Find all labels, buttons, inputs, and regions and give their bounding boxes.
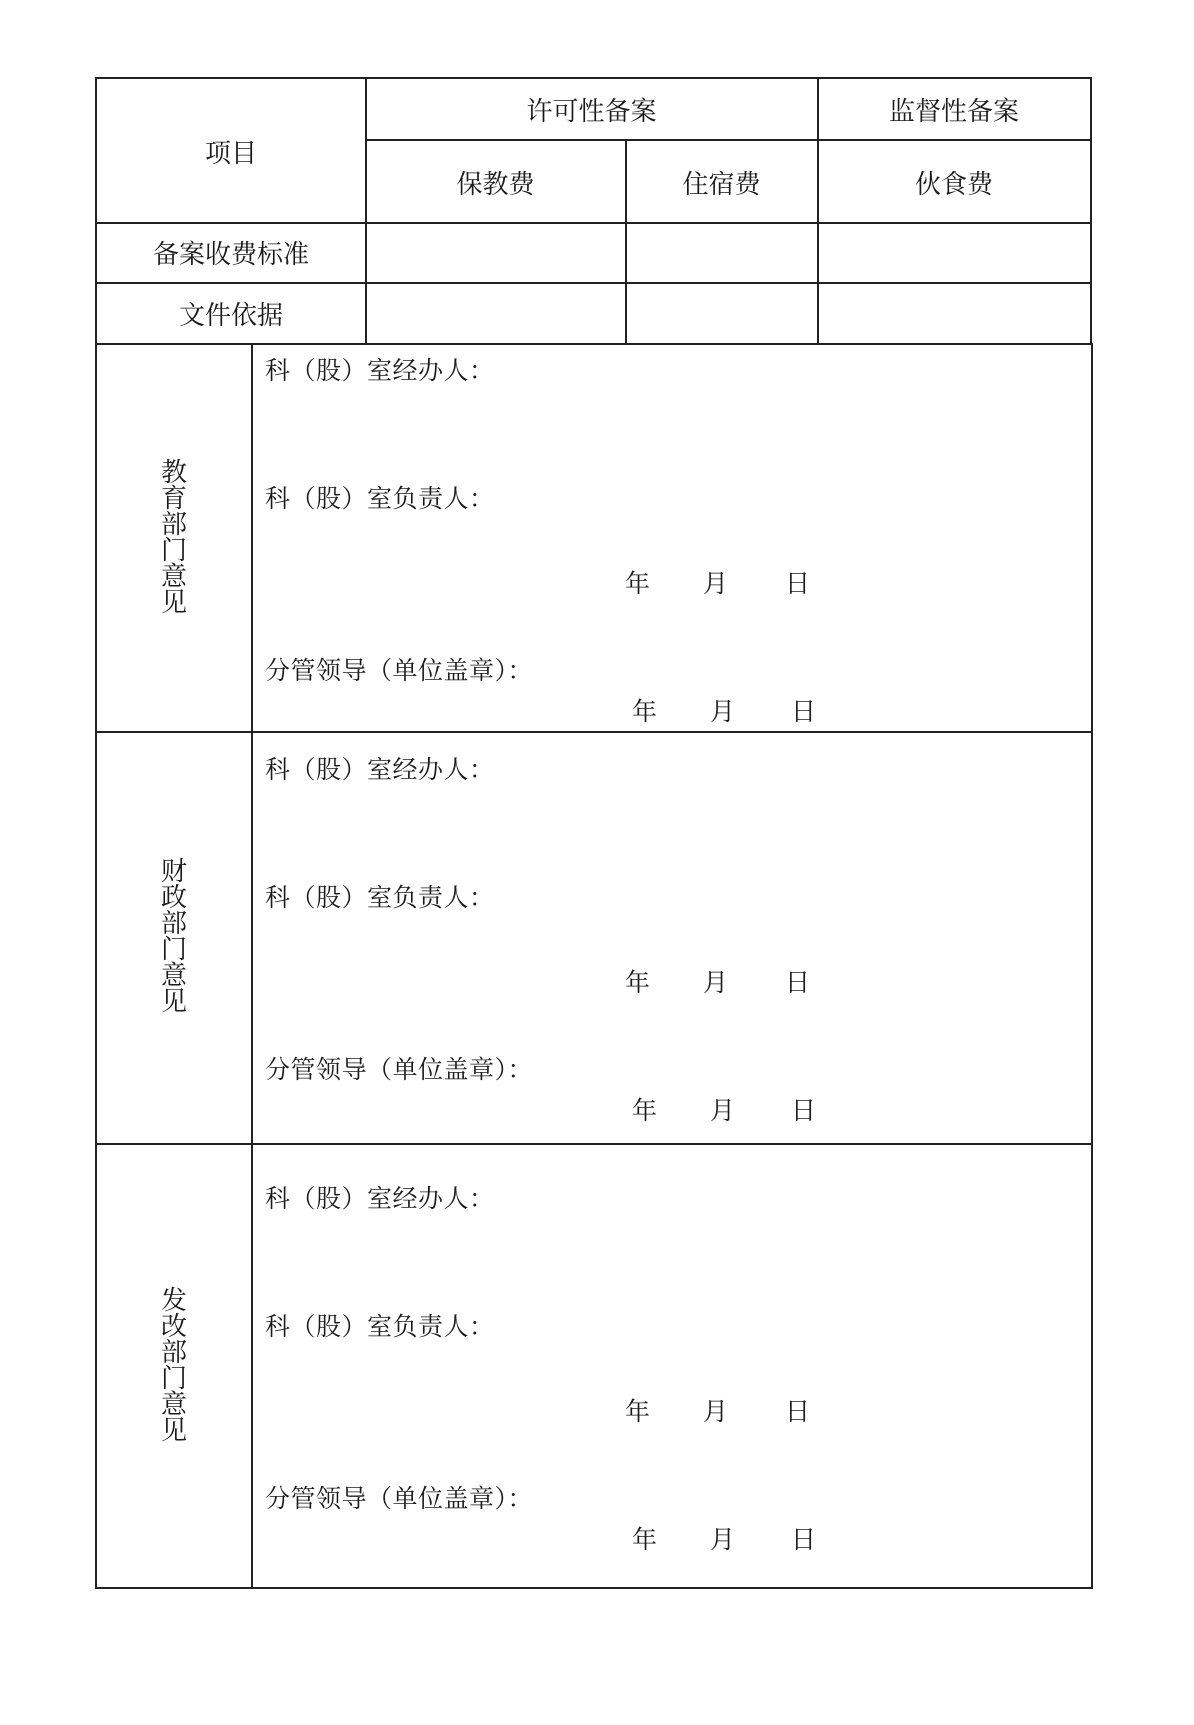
rule-right-top: [1090, 77, 1092, 344]
header-accommodation-fee: 住宿费: [682, 170, 761, 200]
fee-standard-accommodation-cell[interactable]: [627, 224, 816, 281]
rule-section-2-bottom: [96, 1143, 1093, 1145]
finance-handler-label: 科（股）室经办人：: [265, 755, 495, 784]
education-leader-day: 日: [791, 697, 817, 726]
finance-leader-year: 年: [632, 1096, 658, 1125]
document-basis-childcare-cell[interactable]: [367, 284, 624, 342]
development-reform-leader-month: 月: [710, 1525, 736, 1554]
header-supervisory-filing: 监督性备案: [888, 97, 1019, 127]
rule-section-col: [251, 343, 253, 1589]
rule-bottom: [96, 1587, 1093, 1589]
education-leader-year: 年: [632, 697, 658, 726]
education-head-label: 科（股）室负责人：: [265, 484, 495, 513]
education-head-year: 年: [625, 569, 651, 598]
header-childcare-fee: 保教费: [456, 170, 535, 200]
finance-head-label: 科（股）室负责人：: [265, 883, 495, 912]
finance-head-year: 年: [625, 968, 651, 997]
section-education-title: 教育部门意见: [160, 458, 187, 618]
education-leader-month: 月: [710, 697, 736, 726]
section-finance-title: 财政部门意见: [160, 857, 187, 1017]
education-handler-label: 科（股）室经办人：: [265, 356, 495, 385]
section-development-reform-title: 发改部门意见: [160, 1286, 187, 1446]
education-leader-label: 分管领导（单位盖章）：: [265, 656, 534, 685]
header-item: 项目: [204, 139, 257, 169]
development-reform-head-month: 月: [703, 1397, 729, 1426]
fee-standard-meal-cell[interactable]: [819, 224, 1089, 281]
document-basis-accommodation-cell[interactable]: [627, 284, 816, 342]
development-reform-handler-label: 科（股）室经办人：: [265, 1184, 495, 1213]
finance-head-month: 月: [703, 968, 729, 997]
development-reform-head-day: 日: [785, 1397, 811, 1426]
development-reform-leader-label: 分管领导（单位盖章）：: [265, 1484, 534, 1513]
development-reform-leader-day: 日: [791, 1525, 817, 1554]
education-head-day: 日: [785, 569, 811, 598]
finance-leader-day: 日: [791, 1096, 817, 1125]
development-reform-head-label: 科（股）室负责人：: [265, 1312, 495, 1341]
header-license-filing: 许可性备案: [526, 97, 657, 127]
document-basis-meal-cell[interactable]: [819, 284, 1089, 342]
development-reform-head-year: 年: [625, 1397, 651, 1426]
rule-top: [96, 77, 1091, 79]
finance-leader-label: 分管领导（单位盖章）：: [265, 1055, 534, 1084]
education-head-month: 月: [703, 569, 729, 598]
rule-left-bottom: [95, 343, 97, 1589]
header-meal-fee: 伙食费: [914, 170, 993, 200]
fee-standard-childcare-cell[interactable]: [367, 224, 624, 281]
rule-header-mid: [366, 139, 1091, 141]
rule-section-1-bottom: [96, 731, 1093, 733]
development-reform-leader-year: 年: [632, 1525, 658, 1554]
row-fee-standard-label: 备案收费标准: [152, 240, 309, 270]
finance-leader-month: 月: [710, 1096, 736, 1125]
finance-head-day: 日: [785, 968, 811, 997]
row-document-basis-label: 文件依据: [178, 301, 283, 331]
rule-row-2: [96, 343, 1093, 345]
rule-right-bottom: [1091, 343, 1093, 1589]
